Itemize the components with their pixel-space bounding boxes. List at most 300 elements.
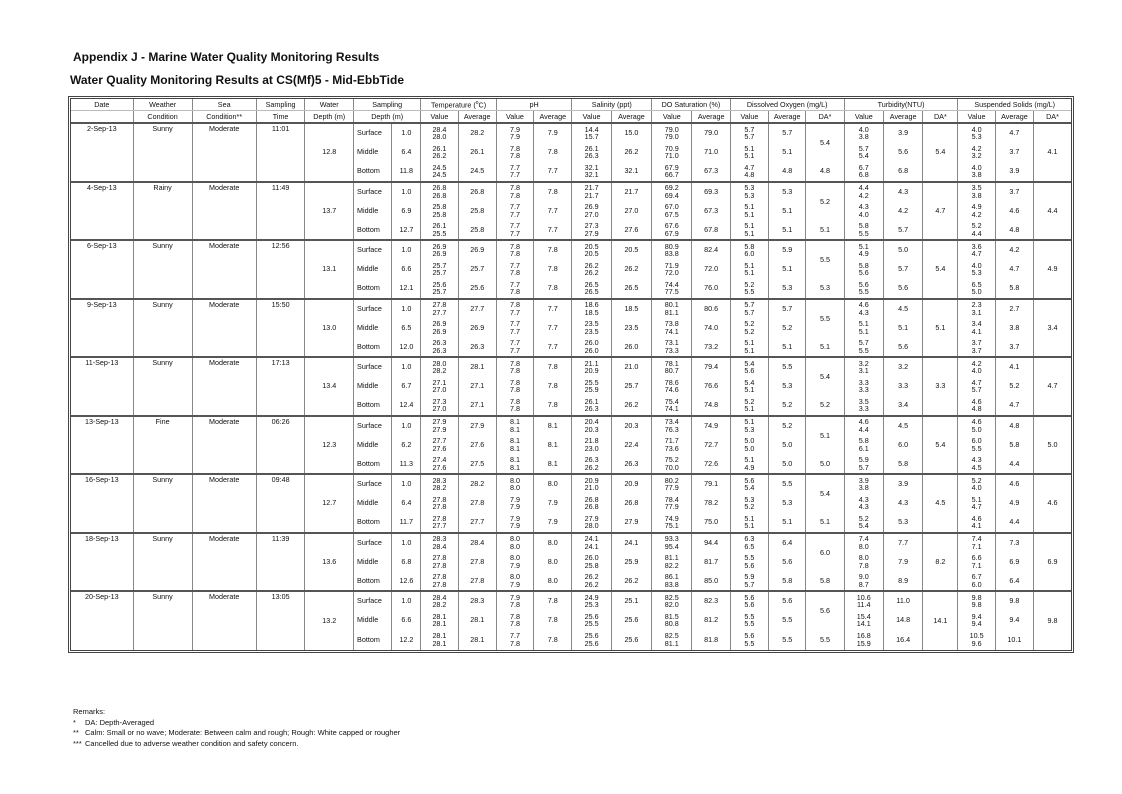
temperature-value-2: 25.5 bbox=[432, 228, 447, 238]
sampling-depth-cell: 6.5 bbox=[392, 318, 421, 338]
do-saturation-value-2: 74.1 bbox=[664, 404, 679, 414]
ph-value-2: 7.7 bbox=[509, 170, 520, 180]
turbidity-value-2: 3.1 bbox=[858, 366, 869, 376]
do-saturation-value-2: 77.5 bbox=[664, 287, 679, 297]
header-value: Value bbox=[496, 111, 533, 124]
temperature-average: 25.8 bbox=[458, 201, 496, 221]
dissolved-oxygen-average: 5.3 bbox=[769, 494, 806, 514]
dissolved-oxygen-value bbox=[730, 299, 768, 319]
salinity-average: 20.3 bbox=[611, 416, 651, 436]
suspended-solids-value bbox=[958, 435, 995, 455]
do-saturation-value-1: 67.6 bbox=[664, 221, 679, 231]
temperature-average: 28.2 bbox=[458, 123, 496, 143]
salinity-average: 26.0 bbox=[611, 338, 651, 358]
header-ph: pH bbox=[496, 99, 572, 111]
salinity-value bbox=[572, 201, 611, 221]
suspended-solids-average: 5.8 bbox=[995, 435, 1033, 455]
suspended-solids-value-2: 5.7 bbox=[971, 385, 982, 395]
salinity-average: 26.8 bbox=[611, 494, 651, 514]
ph-average: 8.1 bbox=[534, 435, 572, 455]
do-saturation-value-2: 77.9 bbox=[664, 502, 679, 512]
ph-value-1: 7.9 bbox=[509, 494, 520, 504]
temperature-value bbox=[421, 572, 458, 592]
suspended-solids-value-2: 4.0 bbox=[971, 483, 982, 493]
turbidity-value-1: 5.1 bbox=[858, 319, 869, 329]
dissolved-oxygen-average: 5.8 bbox=[769, 572, 806, 592]
dissolved-oxygen-da: 5.1 bbox=[806, 416, 844, 455]
dissolved-oxygen-da: 5.6 bbox=[806, 591, 844, 630]
salinity-average: 26.3 bbox=[611, 455, 651, 475]
ph-average: 7.8 bbox=[534, 240, 572, 260]
turbidity-value-1: 4.0 bbox=[858, 124, 869, 134]
temperature-value bbox=[421, 357, 458, 377]
dissolved-oxygen-value-2: 5.1 bbox=[744, 521, 755, 531]
salinity-value-1: 21.7 bbox=[584, 183, 599, 193]
temperature-value-1: 28.4 bbox=[432, 592, 447, 602]
date-cell: 9-Sep-13 bbox=[71, 299, 133, 358]
salinity-value bbox=[572, 123, 611, 143]
suspended-solids-average: 4.7 bbox=[995, 260, 1033, 280]
turbidity-da: 5.4 bbox=[923, 123, 958, 182]
header-sampling-time: Sampling bbox=[256, 99, 305, 111]
ph-value bbox=[496, 435, 533, 455]
turbidity-average: 7.7 bbox=[883, 533, 922, 553]
suspended-solids-value bbox=[958, 611, 995, 631]
temperature-value bbox=[421, 396, 458, 416]
sampling-depth-cell: 1.0 bbox=[392, 123, 421, 143]
turbidity-da: 4.7 bbox=[923, 182, 958, 241]
dissolved-oxygen-value-1: 5.5 bbox=[744, 553, 755, 563]
do-saturation-average: 74.8 bbox=[692, 396, 730, 416]
temperature-value-1: 27.7 bbox=[432, 436, 447, 446]
salinity-average: 27.0 bbox=[611, 201, 651, 221]
do-saturation-value bbox=[652, 533, 692, 553]
weather-cell: Sunny bbox=[133, 240, 192, 299]
ph-value-2: 7.8 bbox=[509, 619, 520, 629]
temperature-value-1: 27.4 bbox=[432, 455, 447, 465]
header-water-depth: Water bbox=[305, 99, 354, 111]
salinity-value-1: 27.3 bbox=[584, 221, 599, 231]
position-cell: Bottom bbox=[354, 630, 392, 650]
salinity-value-2: 25.8 bbox=[584, 560, 599, 570]
ph-average: 7.8 bbox=[534, 396, 572, 416]
header-value: Value bbox=[572, 111, 611, 124]
suspended-solids-value-1: 6.0 bbox=[971, 436, 982, 446]
salinity-value bbox=[572, 357, 611, 377]
ph-average: 7.8 bbox=[534, 630, 572, 650]
do-saturation-average: 69.3 bbox=[692, 182, 730, 202]
sampling-depth-cell: 6.4 bbox=[392, 494, 421, 514]
ph-value bbox=[496, 630, 533, 650]
salinity-value-1: 25.6 bbox=[584, 611, 599, 621]
sampling-depth-cell: 12.6 bbox=[392, 572, 421, 592]
dissolved-oxygen-value-1: 5.7 bbox=[744, 124, 755, 134]
temperature-average: 27.5 bbox=[458, 455, 496, 475]
ph-value-2: 7.7 bbox=[509, 209, 520, 219]
turbidity-da: 5.4 bbox=[923, 240, 958, 299]
temperature-value-1: 27.8 bbox=[432, 553, 447, 563]
suspended-solids-value-1: 10.5 bbox=[969, 631, 984, 641]
turbidity-average: 3.4 bbox=[883, 396, 922, 416]
ph-value-2: 7.9 bbox=[509, 502, 520, 512]
ph-value-2: 7.9 bbox=[509, 132, 520, 142]
suspended-solids-value bbox=[958, 474, 995, 494]
do-saturation-value-2: 76.3 bbox=[664, 424, 679, 434]
suspended-solids-value-1: 4.2 bbox=[971, 143, 982, 153]
turbidity-value-1: 3.3 bbox=[858, 377, 869, 387]
salinity-value bbox=[572, 435, 611, 455]
sampling-depth-cell: 1.0 bbox=[392, 357, 421, 377]
temperature-value-2: 28.2 bbox=[432, 483, 447, 493]
dissolved-oxygen-value bbox=[730, 630, 768, 650]
suspended-solids-average: 4.6 bbox=[995, 201, 1033, 221]
turbidity-value-2: 4.9 bbox=[858, 249, 869, 259]
ph-average: 7.8 bbox=[534, 611, 572, 631]
do-saturation-value-1: 81.5 bbox=[664, 611, 679, 621]
turbidity-value bbox=[844, 494, 883, 514]
turbidity-da: 3.3 bbox=[923, 357, 958, 416]
turbidity-value bbox=[844, 572, 883, 592]
do-saturation-average: 81.2 bbox=[692, 611, 730, 631]
suspended-solids-value bbox=[958, 279, 995, 299]
dissolved-oxygen-value bbox=[730, 143, 768, 163]
do-saturation-value bbox=[652, 318, 692, 338]
salinity-value-2: 25.5 bbox=[584, 619, 599, 629]
turbidity-average: 14.8 bbox=[883, 611, 922, 631]
do-saturation-value bbox=[652, 357, 692, 377]
temperature-value bbox=[421, 513, 458, 533]
do-saturation-value bbox=[652, 338, 692, 358]
ph-value-2: 7.8 bbox=[509, 600, 520, 610]
turbidity-value bbox=[844, 240, 883, 260]
suspended-solids-average: 9.8 bbox=[995, 591, 1033, 611]
dissolved-oxygen-value-2: 5.1 bbox=[744, 268, 755, 278]
salinity-value-2: 25.6 bbox=[584, 638, 599, 648]
suspended-solids-value-1: 7.4 bbox=[971, 534, 982, 544]
turbidity-average: 5.6 bbox=[883, 338, 922, 358]
ph-value-2: 7.8 bbox=[509, 268, 520, 278]
temperature-value bbox=[421, 201, 458, 221]
do-saturation-value-1: 69.2 bbox=[664, 183, 679, 193]
do-saturation-value-2: 75.1 bbox=[664, 521, 679, 531]
weather-cell: Fine bbox=[133, 416, 192, 475]
suspended-solids-value bbox=[958, 533, 995, 553]
do-saturation-value-2: 82.0 bbox=[664, 600, 679, 610]
salinity-value bbox=[572, 416, 611, 436]
dissolved-oxygen-value-2: 5.1 bbox=[744, 345, 755, 355]
temperature-value-1: 26.1 bbox=[432, 143, 447, 153]
temperature-value bbox=[421, 377, 458, 397]
do-saturation-average: 71.0 bbox=[692, 143, 730, 163]
ph-value-1: 7.9 bbox=[509, 592, 520, 602]
temperature-value-1: 27.3 bbox=[432, 396, 447, 406]
turbidity-value-1: 5.8 bbox=[858, 221, 869, 231]
dissolved-oxygen-value-2: 5.6 bbox=[744, 366, 755, 376]
do-saturation-value-2: 73.6 bbox=[664, 443, 679, 453]
suspended-solids-value bbox=[958, 143, 995, 163]
suspended-solids-value-1: 3.7 bbox=[971, 338, 982, 348]
suspended-solids-average: 6.9 bbox=[995, 552, 1033, 572]
sea-cell: Moderate bbox=[192, 357, 256, 416]
ph-average: 7.7 bbox=[534, 338, 572, 358]
temperature-value bbox=[421, 455, 458, 475]
temperature-value-2: 27.6 bbox=[432, 443, 447, 453]
dissolved-oxygen-da: 5.2 bbox=[806, 182, 844, 221]
ph-average: 7.8 bbox=[534, 591, 572, 611]
dissolved-oxygen-average: 6.4 bbox=[769, 533, 806, 553]
dissolved-oxygen-bottom-da: 5.8 bbox=[806, 572, 844, 592]
suspended-solids-value bbox=[958, 162, 995, 182]
dissolved-oxygen-average: 5.2 bbox=[769, 396, 806, 416]
sampling-depth-cell: 1.0 bbox=[392, 416, 421, 436]
salinity-value bbox=[572, 513, 611, 533]
dissolved-oxygen-value-1: 5.1 bbox=[744, 260, 755, 270]
sampling-depth-cell: 11.8 bbox=[392, 162, 421, 182]
sea-cell: Moderate bbox=[192, 182, 256, 241]
header-da: DA* bbox=[923, 111, 958, 124]
dissolved-oxygen-value-2: 4.9 bbox=[744, 462, 755, 472]
suspended-solids-value-1: 4.7 bbox=[971, 377, 982, 387]
turbidity-value-2: 4.3 bbox=[858, 307, 869, 317]
dissolved-oxygen-value bbox=[730, 396, 768, 416]
turbidity-value bbox=[844, 318, 883, 338]
salinity-value-2: 23.5 bbox=[584, 326, 599, 336]
salinity-value bbox=[572, 162, 611, 182]
dissolved-oxygen-value bbox=[730, 494, 768, 514]
salinity-value bbox=[572, 318, 611, 338]
salinity-average: 15.0 bbox=[611, 123, 651, 143]
turbidity-value-1: 16.8 bbox=[856, 631, 871, 641]
temperature-value-2: 27.8 bbox=[432, 560, 447, 570]
time-cell: 06:26 bbox=[256, 416, 305, 475]
temperature-value bbox=[421, 240, 458, 260]
ph-value bbox=[496, 494, 533, 514]
salinity-value bbox=[572, 279, 611, 299]
salinity-value-2: 28.0 bbox=[584, 521, 599, 531]
suspended-solids-value-2: 4.8 bbox=[971, 404, 982, 414]
sampling-depth-cell: 6.7 bbox=[392, 377, 421, 397]
turbidity-average: 3.2 bbox=[883, 357, 922, 377]
sea-cell: Moderate bbox=[192, 123, 256, 182]
position-cell: Surface bbox=[354, 182, 392, 202]
do-saturation-value-2: 81.1 bbox=[664, 307, 679, 317]
do-saturation-value-1: 80.9 bbox=[664, 241, 679, 251]
dissolved-oxygen-average: 5.1 bbox=[769, 260, 806, 280]
dissolved-oxygen-value bbox=[730, 611, 768, 631]
ph-value-1: 7.8 bbox=[509, 143, 520, 153]
suspended-solids-value bbox=[958, 123, 995, 143]
ph-value bbox=[496, 474, 533, 494]
dissolved-oxygen-value-1: 5.1 bbox=[744, 455, 755, 465]
do-saturation-value-1: 75.2 bbox=[664, 455, 679, 465]
temperature-value-2: 26.9 bbox=[432, 249, 447, 259]
do-saturation-value bbox=[652, 240, 692, 260]
suspended-solids-value bbox=[958, 182, 995, 202]
turbidity-value-2: 5.1 bbox=[858, 326, 869, 336]
ph-value-1: 7.7 bbox=[509, 319, 520, 329]
ph-value-2: 7.8 bbox=[509, 190, 520, 200]
dissolved-oxygen-value-1: 5.1 bbox=[744, 202, 755, 212]
ph-value bbox=[496, 513, 533, 533]
turbidity-average: 3.9 bbox=[883, 474, 922, 494]
dissolved-oxygen-bottom-da: 4.8 bbox=[806, 162, 844, 182]
dissolved-oxygen-value-2: 5.2 bbox=[744, 502, 755, 512]
temperature-value-2: 27.9 bbox=[432, 424, 447, 434]
salinity-value-2: 21.7 bbox=[584, 190, 599, 200]
temperature-value-2: 27.8 bbox=[432, 579, 447, 589]
dissolved-oxygen-value-2: 5.5 bbox=[744, 619, 755, 629]
salinity-value-1: 21.1 bbox=[584, 358, 599, 368]
turbidity-average: 4.5 bbox=[883, 416, 922, 436]
turbidity-average: 8.9 bbox=[883, 572, 922, 592]
suspended-solids-value-1: 3.5 bbox=[971, 183, 982, 193]
suspended-solids-value bbox=[958, 338, 995, 358]
salinity-value bbox=[572, 260, 611, 280]
dissolved-oxygen-value bbox=[730, 416, 768, 436]
ph-value-2: 7.7 bbox=[509, 326, 520, 336]
turbidity-value bbox=[844, 201, 883, 221]
date-cell: 16-Sep-13 bbox=[71, 474, 133, 533]
salinity-value-2: 26.3 bbox=[584, 151, 599, 161]
do-saturation-value-2: 81.1 bbox=[664, 638, 679, 648]
dissolved-oxygen-value-2: 6.0 bbox=[744, 249, 755, 259]
dissolved-oxygen-da: 6.0 bbox=[806, 533, 844, 572]
temperature-value-1: 28.3 bbox=[432, 475, 447, 485]
turbidity-value-2: 3.8 bbox=[858, 132, 869, 142]
suspended-solids-value-2: 9.4 bbox=[971, 619, 982, 629]
sampling-depth-cell: 6.6 bbox=[392, 260, 421, 280]
table-row bbox=[71, 299, 1071, 319]
do-saturation-average: 94.4 bbox=[692, 533, 730, 553]
ph-value-2: 8.0 bbox=[509, 541, 520, 551]
temperature-value bbox=[421, 435, 458, 455]
ph-value-1: 7.8 bbox=[509, 300, 520, 310]
ph-value-1: 7.7 bbox=[509, 279, 520, 289]
temperature-average: 26.3 bbox=[458, 338, 496, 358]
ph-value bbox=[496, 123, 533, 143]
time-cell: 12:56 bbox=[256, 240, 305, 299]
ph-value-1: 7.9 bbox=[509, 513, 520, 523]
suspended-solids-average: 4.6 bbox=[995, 474, 1033, 494]
date-cell: 11-Sep-13 bbox=[71, 357, 133, 416]
water-depth-cell: 13.2 bbox=[305, 591, 354, 650]
turbidity-value-1: 10.6 bbox=[856, 592, 871, 602]
do-saturation-value-1: 80.1 bbox=[664, 300, 679, 310]
turbidity-value-1: 5.1 bbox=[858, 241, 869, 251]
do-saturation-average: 75.0 bbox=[692, 513, 730, 533]
salinity-average: 26.2 bbox=[611, 143, 651, 163]
temperature-average: 28.2 bbox=[458, 474, 496, 494]
turbidity-value bbox=[844, 591, 883, 611]
turbidity-average: 11.0 bbox=[883, 591, 922, 611]
position-cell: Bottom bbox=[354, 396, 392, 416]
suspended-solids-value-2: 3.1 bbox=[971, 307, 982, 317]
ph-value-1: 8.1 bbox=[509, 417, 520, 427]
header-sdepth-sub: Depth (m) bbox=[354, 111, 421, 124]
turbidity-average: 16.4 bbox=[883, 630, 922, 650]
salinity-value bbox=[572, 143, 611, 163]
temperature-average: 26.9 bbox=[458, 240, 496, 260]
salinity-average: 27.6 bbox=[611, 221, 651, 241]
header-value: Value bbox=[844, 111, 883, 124]
turbidity-value-2: 5.5 bbox=[858, 228, 869, 238]
salinity-value-2: 25.9 bbox=[584, 385, 599, 395]
do-saturation-value bbox=[652, 572, 692, 592]
turbidity-value-2: 5.4 bbox=[858, 521, 869, 531]
salinity-average: 23.5 bbox=[611, 318, 651, 338]
do-saturation-average: 82.3 bbox=[692, 591, 730, 611]
date-cell: 4-Sep-13 bbox=[71, 182, 133, 241]
salinity-average: 27.9 bbox=[611, 513, 651, 533]
suspended-solids-value-1: 4.0 bbox=[971, 124, 982, 134]
ph-average: 7.8 bbox=[534, 357, 572, 377]
salinity-value bbox=[572, 182, 611, 202]
temperature-value-2: 28.1 bbox=[432, 619, 447, 629]
temperature-value-1: 27.8 bbox=[432, 494, 447, 504]
remark-text: DA: Depth-Averaged bbox=[85, 717, 155, 727]
do-saturation-value bbox=[652, 591, 692, 611]
salinity-value-2: 27.9 bbox=[584, 228, 599, 238]
temperature-value-2: 26.8 bbox=[432, 190, 447, 200]
salinity-value-1: 26.0 bbox=[584, 338, 599, 348]
do-saturation-average: 79.4 bbox=[692, 357, 730, 377]
suspended-solids-da: 5.0 bbox=[1034, 416, 1071, 475]
suspended-solids-value bbox=[958, 591, 995, 611]
ph-value bbox=[496, 260, 533, 280]
position-cell: Middle bbox=[354, 143, 392, 163]
position-cell: Middle bbox=[354, 552, 392, 572]
salinity-average: 26.2 bbox=[611, 572, 651, 592]
turbidity-value bbox=[844, 416, 883, 436]
ph-average: 7.7 bbox=[534, 299, 572, 319]
temperature-value bbox=[421, 416, 458, 436]
dissolved-oxygen-average: 5.6 bbox=[769, 552, 806, 572]
ph-value-1: 7.8 bbox=[509, 183, 520, 193]
position-cell: Surface bbox=[354, 299, 392, 319]
salinity-value-1: 20.9 bbox=[584, 475, 599, 485]
header-dissolved-oxygen: Dissolved Oxygen (mg/L) bbox=[730, 99, 844, 111]
weather-cell: Sunny bbox=[133, 474, 192, 533]
header-sampling-depth: Sampling bbox=[354, 99, 421, 111]
suspended-solids-average: 3.8 bbox=[995, 318, 1033, 338]
dissolved-oxygen-value-1: 5.1 bbox=[744, 513, 755, 523]
position-cell: Bottom bbox=[354, 572, 392, 592]
sea-cell: Moderate bbox=[192, 474, 256, 533]
turbidity-value-2: 3.3 bbox=[858, 385, 869, 395]
sampling-depth-cell: 1.0 bbox=[392, 299, 421, 319]
header-average: Average bbox=[995, 111, 1033, 124]
salinity-average: 20.9 bbox=[611, 474, 651, 494]
turbidity-average: 5.7 bbox=[883, 221, 922, 241]
suspended-solids-value-1: 3.4 bbox=[971, 319, 982, 329]
turbidity-value-2: 14.1 bbox=[856, 619, 871, 629]
do-saturation-average: 67.3 bbox=[692, 201, 730, 221]
time-cell: 17:13 bbox=[256, 357, 305, 416]
salinity-value-1: 26.0 bbox=[584, 553, 599, 563]
water-quality-table bbox=[68, 96, 1074, 653]
temperature-value-1: 28.1 bbox=[432, 611, 447, 621]
time-cell: 11:39 bbox=[256, 533, 305, 592]
dissolved-oxygen-average: 5.1 bbox=[769, 201, 806, 221]
suspended-solids-value-1: 5.2 bbox=[971, 475, 982, 485]
do-saturation-value bbox=[652, 221, 692, 241]
turbidity-value-2: 11.4 bbox=[857, 600, 871, 610]
temperature-average: 27.6 bbox=[458, 435, 496, 455]
dissolved-oxygen-average: 5.5 bbox=[769, 611, 806, 631]
do-saturation-value bbox=[652, 377, 692, 397]
do-saturation-value bbox=[652, 435, 692, 455]
date-cell: 2-Sep-13 bbox=[71, 123, 133, 182]
